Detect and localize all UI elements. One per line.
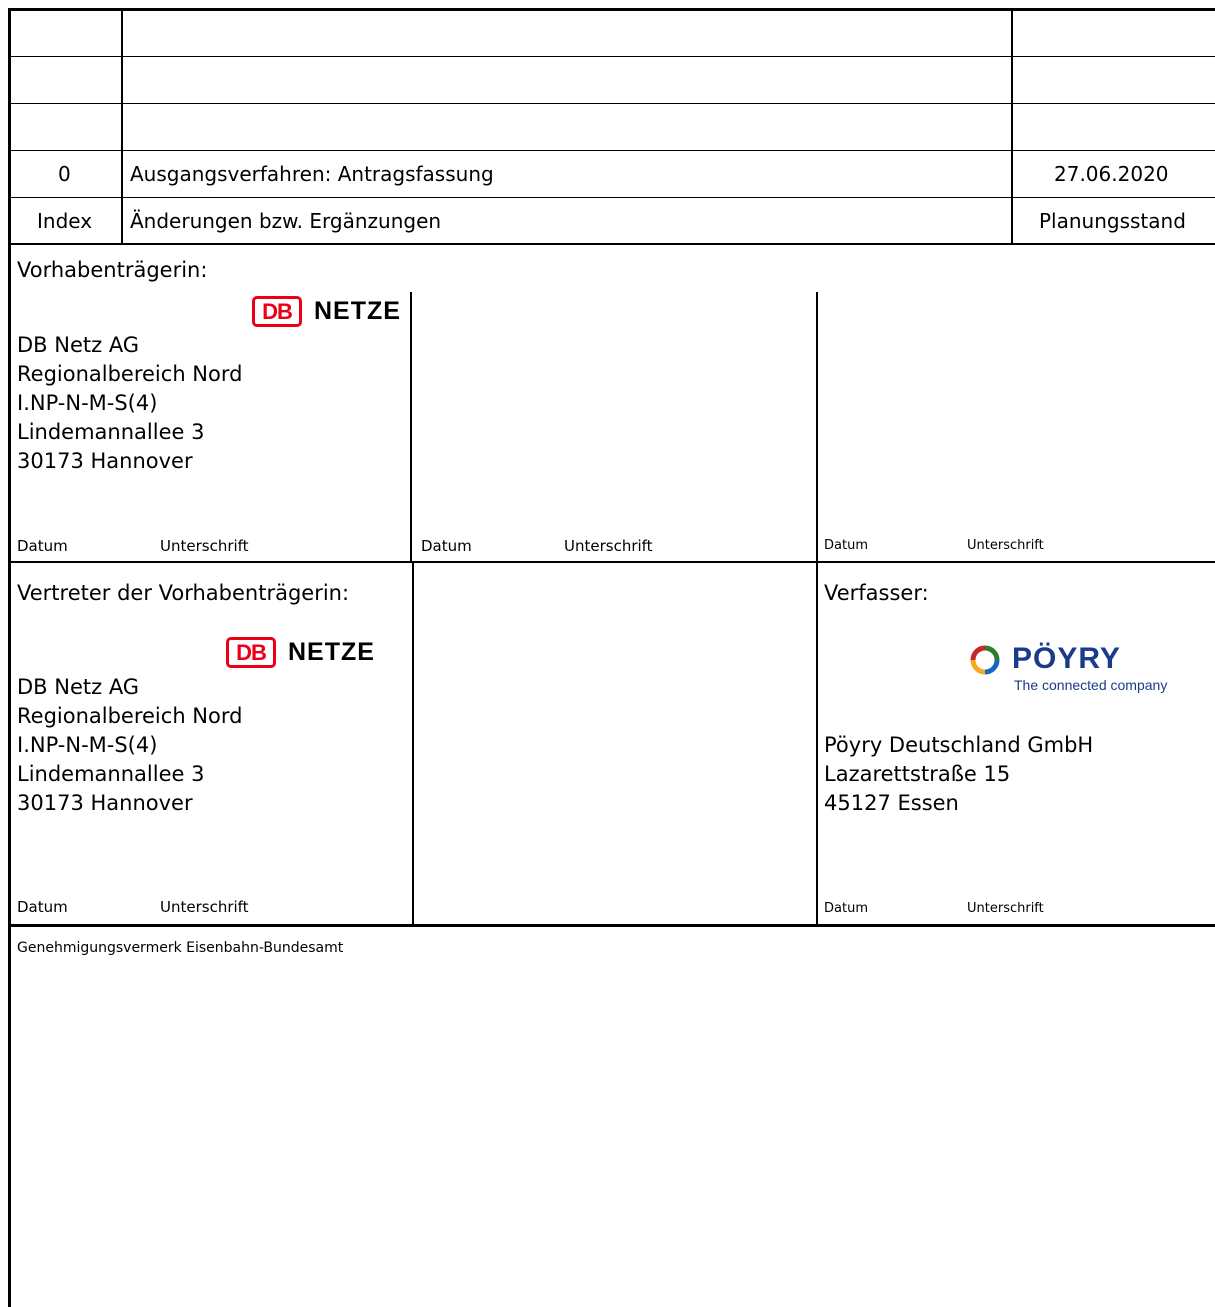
frame-left-border bbox=[8, 8, 11, 1307]
datum-label: Datum bbox=[421, 537, 472, 555]
db-mark: DB bbox=[252, 296, 302, 327]
poyry-tagline: The connected company bbox=[1014, 677, 1168, 693]
address-line: Regionalbereich Nord bbox=[17, 704, 243, 728]
datum-label: Datum bbox=[824, 538, 868, 553]
revision-date: 27.06.2020 bbox=[1054, 162, 1169, 186]
header-date: Planungsstand bbox=[1039, 209, 1186, 233]
representative-address bbox=[17, 673, 242, 818]
header-index: Index bbox=[37, 209, 93, 233]
header-change: Änderungen bzw. Ergänzungen bbox=[130, 209, 442, 233]
unterschrift-label: Unterschrift bbox=[564, 537, 653, 555]
db-mark: DB bbox=[226, 637, 276, 668]
author-label: Verfasser: bbox=[824, 581, 929, 605]
representative-label: Vertreter der Vorhabenträgerin: bbox=[17, 581, 350, 605]
address-line: DB Netz AG bbox=[17, 333, 140, 357]
applicant-address bbox=[17, 331, 242, 476]
address-line: 30173 Hannover bbox=[17, 791, 193, 815]
author-address bbox=[824, 731, 1093, 818]
unterschrift-label: Unterschrift bbox=[967, 901, 1044, 916]
approval-label: Genehmigungsvermerk Eisenbahn-Bundesamt bbox=[17, 940, 344, 956]
address-line: Lindemannallee 3 bbox=[17, 420, 205, 444]
netze-wordmark: NETZE bbox=[288, 638, 375, 666]
address-line: I.NP-N-M-S(4) bbox=[17, 733, 158, 757]
poyry-wordmark: PÖYRY bbox=[1012, 642, 1121, 675]
address-line: 30173 Hannover bbox=[17, 449, 193, 473]
unterschrift-label: Unterschrift bbox=[967, 538, 1044, 553]
address-line: Pöyry Deutschland GmbH bbox=[824, 733, 1094, 757]
datum-label: Datum bbox=[824, 901, 868, 916]
poyry-logo bbox=[970, 642, 1180, 696]
datum-label: Datum bbox=[17, 537, 68, 555]
frame-top-border bbox=[8, 8, 1215, 11]
applicant-label: Vorhabenträgerin: bbox=[17, 258, 208, 282]
address-line: 45127 Essen bbox=[824, 791, 959, 815]
netze-wordmark: NETZE bbox=[314, 297, 401, 325]
datum-label: Datum bbox=[17, 898, 68, 916]
revision-index: 0 bbox=[58, 162, 71, 186]
unterschrift-label: Unterschrift bbox=[160, 898, 249, 916]
db-netze-logo bbox=[252, 296, 401, 327]
address-line: Lazarettstraße 15 bbox=[824, 762, 1011, 786]
address-line: Lindemannallee 3 bbox=[17, 762, 205, 786]
address-line: I.NP-N-M-S(4) bbox=[17, 391, 158, 415]
poyry-symbol-icon bbox=[970, 645, 1000, 675]
unterschrift-label: Unterschrift bbox=[160, 537, 249, 555]
db-netze-logo bbox=[226, 637, 375, 668]
address-line: Regionalbereich Nord bbox=[17, 362, 243, 386]
address-line: DB Netz AG bbox=[17, 675, 140, 699]
revision-change: Ausgangsverfahren: Antragsfassung bbox=[130, 162, 494, 186]
